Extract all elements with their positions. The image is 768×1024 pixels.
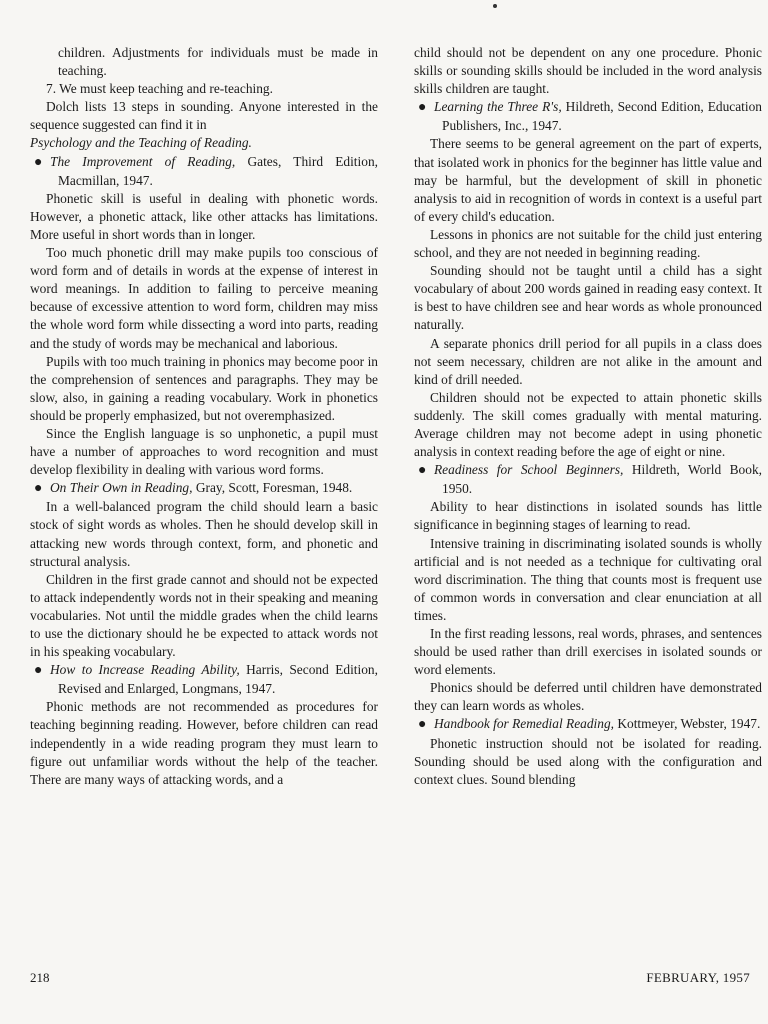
reference-title: Learning the Three R's, [434,99,562,115]
reference-title: On Their Own in Reading, [50,480,193,496]
paragraph: Sounding should not be taught until a child has a sight vocabulary of about 200 words gained in reading easy context. It is best to have children see and hear words as whole pronounced naturally. [414,263,762,333]
paragraph: Since the English language is so unphonetic, a pupil must have a number of approaches to word recognition and must develop flexibility in dealing with various word forms. [30,425,378,478]
reference-title: The Improvement of Reading, [50,153,236,169]
reference-details: Gray, Scott, Foresman, 1948. [192,480,353,496]
paragraph: Ability to hear distinctions in isolated sounds has little significance in beginning stages of learning to read. [414,499,762,533]
speck-mark [493,4,497,8]
reference-title: Handbook for Remedial Reading, [434,716,614,732]
paragraph: Pupils with too much training in phonics may become poor in the comprehension of sentences and paragraphs. They may be slow, also, in gaining a reading vocabulary. Work in phonetics should be properly emphasized, but not overemphasized. [30,353,378,423]
reference-heading [414,98,762,135]
reference-details: Hildreth, World Book, 1950. [442,462,762,497]
reference-details: Hildreth, Second Edition, Education Publishers, Inc., 1947. [442,99,762,134]
reference-details: Gates, Third Edition, Macmillan, 1947. [58,153,378,188]
paragraph: 7. We must keep teaching and re-teaching. [46,81,273,97]
reference-details: Kottmeyer, Webster, 1947. [614,716,761,732]
reference-heading [414,715,762,734]
reference-heading [30,479,378,498]
reference-details: Harris, Second Edition, Revised and Enlarged, Longmans, 1947. [58,662,378,697]
reference-heading [30,153,378,190]
paragraph: Lessons in phonics are not suitable for the child just entering school, and they are not needed in beginning reading. [414,226,762,261]
paragraph: In the first reading lessons, real words, phrases, and sentences should be used rather than drill exercises in isolated sounds or word elements. [414,626,762,678]
page-number: 218 [30,970,50,985]
reference-heading [414,461,762,498]
reference-heading [30,661,378,698]
paragraph: There seems to be general agreement on the part of experts, that isolated work in phonics for the beginner has little value and may be harmful, but the development of skill in phonetic analysis to aid in recognition of words in context is a useful part of every child's education. [414,136,762,224]
bullet-icon: ● [34,154,43,170]
paragraph: Phonic methods are not recommended as procedures for teaching beginning reading. However, before children can read independently in a wide reading program they must learn to figure out unfamiliar words without the help of the teacher. There are many ways of attacking words, and a [30,699,378,787]
issue-date: FEBRUARY, 1957 [646,970,750,985]
paragraph: Children should not be expected to attain phonetic skills suddenly. The skill comes gradually with mental maturing. Average children may not become adept in using phonetic analysis in context reading before the age of eight or nine. [414,389,762,460]
paragraph: A separate phonics drill period for all pupils in a class does not seem necessary, children are not alike in the amount and kind of drill needed. [414,335,762,387]
reference-title: Readiness for School Beginners, [434,462,624,478]
bullet-icon: ● [418,717,427,733]
bullet-icon: ● [34,481,43,497]
reference-title: How to Increase Reading Ability, [50,662,240,678]
left-column [30,44,378,789]
paragraph: Too much phonetic drill may make pupils too conscious of word form and of details in words at the expense of interest in word meanings. In addition to failing to perceive meaning because of excessive attention to word form, children may miss the whole word form while dissecting a word into parts, reading and the study of words may be mechanical and laborious. [30,245,378,351]
paragraph: Phonics should be deferred until children have demonstrated they can learn words as wholes. [414,680,762,714]
paragraph: Children in the first grade cannot and should not be expected to attack independently words not in their speaking and meaning vocabularies. Not until the middle grades when the child learns to use the dictionary should he be expected to attack words not in his speaking vocabulary. [30,571,378,660]
paragraph: child should not be dependent on any one procedure. Phonic skills or sounding skills should be included in the word analysis skills children are taught. [414,45,762,97]
paragraph: Dolch lists 13 steps in sounding. Anyone interested in the sequence suggested can find it in [30,99,378,133]
bullet-icon: ● [34,663,43,679]
bullet-icon: ● [418,100,427,116]
paragraph: Psychology and the Teaching of Reading. [30,135,252,151]
right-column [414,44,762,789]
paragraph: Phonetic skill is useful in dealing with phonetic words. However, a phonetic attack, like other attacks has limitations. More useful in short words than in longer. [30,190,378,242]
bullet-icon: ● [418,463,427,479]
paragraph: In a well-balanced program the child should learn a basic stock of sight words as wholes. Then he should develop skill in attacking new words through context, form, and phonetic and structural analysis. [30,499,378,569]
paragraph: Intensive training in discriminating isolated sounds is wholly artificial and is not needed as a technique for cultivating oral word discrimination. The thing that counts most is frequent use of common words in conversation and clear enunciation at all times. [414,535,762,623]
paragraph: children. Adjustments for individuals must be made in teaching. [58,45,378,79]
paragraph: Phonetic instruction should not be isolated for reading. Sounding should be used along with the configuration and context clues. Sound blending [414,735,762,787]
